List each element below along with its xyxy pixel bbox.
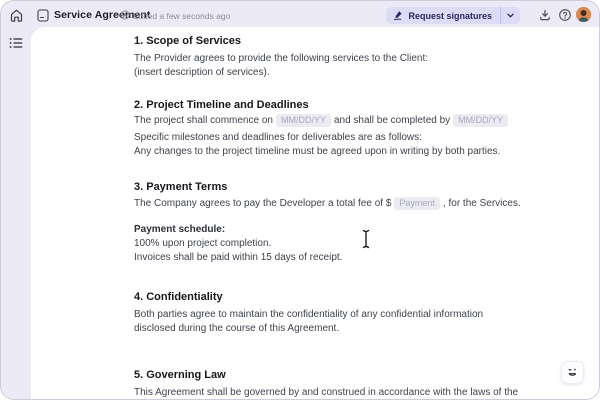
clock-icon: [120, 10, 130, 20]
paragraph[interactable]: Payment schedule: 100% upon project completion. Invoices shall be paid within 15 days of receipt.: [134, 224, 343, 263]
request-signatures-dropdown[interactable]: [501, 7, 520, 24]
left-sidebar: [1, 29, 31, 399]
bullet-list-icon: [9, 37, 23, 49]
signature-pen-icon: [393, 10, 404, 21]
section-heading-2[interactable]: 2. Project Timeline and Deadlines: [134, 99, 309, 111]
user-avatar[interactable]: [576, 7, 591, 22]
document-icon: [37, 9, 49, 22]
paragraph[interactable]: This Agreement shall be governed by and construed in accordance with the laws of the: [134, 387, 519, 398]
wink-smiley-icon: [566, 366, 579, 379]
chevron-down-icon: [506, 11, 515, 20]
section-heading-3[interactable]: 3. Payment Terms: [134, 181, 228, 193]
paragraph-with-fields[interactable]: The Company agrees to pay the Developer a total fee of $ Payment , for the Services.: [134, 198, 521, 209]
paragraph[interactable]: The Provider agrees to provide the following services to the Client: (insert description of services).: [134, 53, 429, 78]
document-canvas[interactable]: [31, 27, 599, 399]
section-heading-1[interactable]: 1. Scope of Services: [134, 35, 241, 47]
download-icon: [538, 8, 552, 22]
date-field-end[interactable]: MM/DD/YY: [453, 114, 508, 127]
paragraph-with-fields[interactable]: The project shall commence on MM/DD/YY and shall be completed by MM/DD/YY: [134, 114, 511, 128]
date-field-start[interactable]: MM/DD/YY: [276, 114, 331, 127]
page-title: Service Agreement: [54, 9, 151, 21]
payment-field[interactable]: Payment: [394, 197, 440, 210]
text-cursor-ibeam: [361, 229, 371, 249]
help-icon: [558, 8, 572, 22]
outline-panel-button[interactable]: [9, 37, 23, 49]
request-signatures-label: Request signatures: [408, 10, 492, 21]
download-button[interactable]: [538, 8, 552, 22]
home-icon: [9, 8, 24, 23]
request-signatures-split-button: [386, 7, 520, 24]
schedule-label: Payment schedule:: [134, 224, 226, 235]
section-heading-4[interactable]: 4. Confidentiality: [134, 291, 223, 303]
feedback-button[interactable]: [561, 361, 584, 384]
home-button[interactable]: [9, 8, 24, 23]
request-signatures-button[interactable]: [386, 7, 500, 24]
section-heading-5[interactable]: 5. Governing Law: [134, 369, 226, 381]
paragraph[interactable]: Both parties agree to maintain the confidentiality of any confidential information disclosed during the course of this Agreement.: [134, 309, 484, 334]
top-bar: [1, 1, 599, 29]
paragraph[interactable]: Specific milestones and deadlines for deliverables are as follows: Any changes to the project timeline must be agreed upon in writing by both parties.: [134, 132, 501, 157]
help-button[interactable]: [558, 8, 572, 22]
edited-status: Edited a few seconds ago: [133, 10, 231, 21]
